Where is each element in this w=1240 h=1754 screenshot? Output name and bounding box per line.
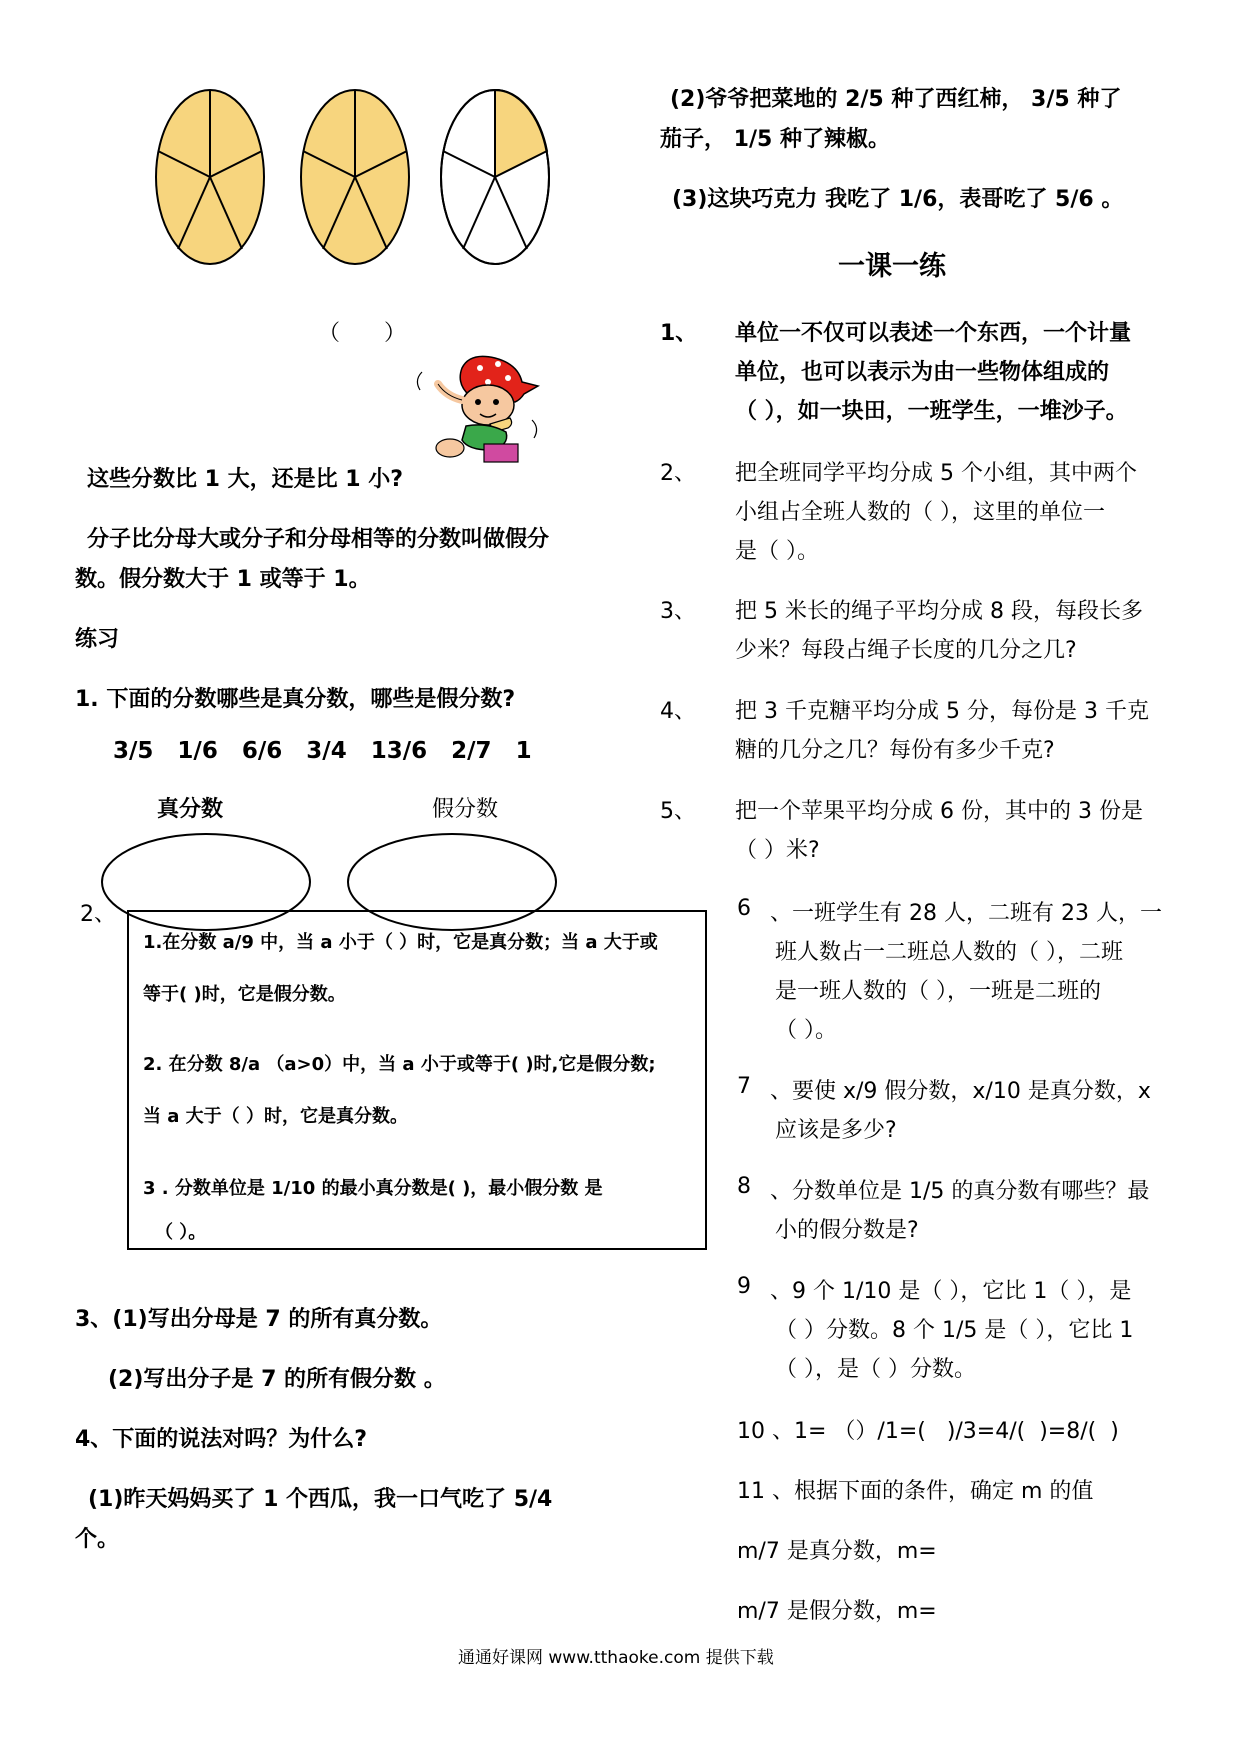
question-text: 这些分数比 1 大，还是比 1 小? <box>87 467 404 492</box>
item-line: 应该是多少? <box>775 1118 897 1143</box>
box-line-1: 1.在分数 a/9 中，当 a 小于（ ）时，它是真分数；当 a 大于或 <box>143 932 658 953</box>
item-number: 3、 <box>660 599 696 624</box>
item-line: 是一班人数的（ ），一班是二班的 <box>775 979 1101 1004</box>
box-line-5: 3 . 分数单位是 1/10 的最小真分数是( )，最小假分数 是 <box>143 1178 603 1199</box>
item-line: 少米？每段占绳子长度的几分之几? <box>735 638 1077 663</box>
item-number: 9 <box>737 1274 751 1299</box>
item-number: 8 <box>737 1174 751 1199</box>
item-line: 、一班学生有 28 人，二班有 23 人，一 <box>770 901 1162 926</box>
box-line-4: 当 a 大于（ ）时，它是真分数。 <box>143 1106 408 1127</box>
exercise-item-10: 10 、1= （）/1=( )/3=4/( )=8/( ) <box>737 1419 1119 1444</box>
mascot-icon <box>410 350 550 470</box>
section-title: 一课一练 <box>838 251 946 282</box>
label-improper-fraction: 假分数 <box>432 797 499 822</box>
item-line: 单位一不仅可以表述一个东西，一个计量 <box>735 321 1132 346</box>
fill-in-box <box>127 910 707 1250</box>
box-line-3: 2. 在分数 8/a （a>0）中，当 a 小于或等于( )时,它是假分数; <box>143 1054 656 1075</box>
exercise-item-11: 11 、根据下面的条件，确定 m 的值 <box>737 1479 1094 1504</box>
practice-question-3-1: 3、(1)写出分母是 7 的所有真分数。 <box>75 1307 443 1332</box>
item-line: 、要使 x/9 假分数，x/10 是真分数，x <box>770 1079 1151 1104</box>
label-proper-fraction: 真分数 <box>157 797 224 822</box>
item-line: （ ）米? <box>735 838 820 863</box>
practice-question-4: 4、下面的说法对吗？为什么? <box>75 1427 368 1452</box>
practice-question-4-2-line-2: 茄子， 1/5 种了辣椒。 <box>660 127 890 152</box>
item-line: 、分数单位是 1/5 的真分数有哪些？最 <box>770 1179 1150 1204</box>
answer-blank: （ ） <box>318 321 407 346</box>
practice-question-4-2-line-1: (2)爷爷把菜地的 2/5 种了西红柿， 3/5 种了 <box>670 87 1122 112</box>
fraction-list: 3/5 1/6 6/6 3/4 13/6 2/7 1 <box>113 738 532 764</box>
item-number: 1、 <box>660 321 698 346</box>
fraction-ovals <box>150 85 560 270</box>
practice-question-3-2: (2)写出分子是 7 的所有假分数 。 <box>108 1367 446 1392</box>
item-line: 是（ ）。 <box>735 539 819 564</box>
item-number: 2、 <box>660 461 696 486</box>
item-number: 7 <box>737 1074 751 1099</box>
practice-title: 练习 <box>75 627 120 652</box>
item-line: 小组占全班人数的（ ），这里的单位一 <box>735 500 1105 525</box>
footer-source: 通通好课网 www.tthaoke.com 提供下载 <box>458 1648 774 1668</box>
oval-fifths-2 <box>301 90 409 264</box>
practice-question-4-1-line-1: (1)昨天妈妈买了 1 个西瓜，我一口气吃了 5/4 <box>88 1487 553 1512</box>
item-number: 5、 <box>660 799 696 824</box>
item-number: 4、 <box>660 699 696 724</box>
box-line-2: 等于( )时，它是假分数。 <box>143 984 346 1005</box>
item-line: （ ）分数。8 个 1/5 是（ ），它比 1 <box>775 1318 1134 1343</box>
box-line-6: （ ）。 <box>155 1222 207 1243</box>
definition-line-1: 分子比分母大或分子和分母相等的分数叫做假分 <box>87 527 550 552</box>
item-line: 糖的几分之几？每份有多少千克? <box>735 738 1055 763</box>
item-number: 6 <box>737 896 751 921</box>
item-line: 单位，也可以表示为由一些物体组成的 <box>735 360 1110 385</box>
practice-question-2-number: 2、 <box>80 902 116 927</box>
practice-question-4-1-line-2: 个。 <box>75 1527 120 1552</box>
condition-improper: m/7 是假分数，m= <box>737 1599 937 1624</box>
item-line: （ ），如一块田，一班学生，一堆沙子。 <box>735 399 1128 424</box>
oval-fifths-1 <box>156 90 264 264</box>
item-line: 把全班同学平均分成 5 个小组，其中两个 <box>735 461 1137 486</box>
item-line: 把 5 米长的绳子平均分成 8 段，每段长多 <box>735 599 1143 624</box>
item-line: （ ）。 <box>775 1018 837 1043</box>
practice-question-1: 1. 下面的分数哪些是真分数，哪些是假分数? <box>75 687 516 712</box>
practice-question-4-3: (3)这块巧克力 我吃了 1/6，表哥吃了 5/6 。 <box>672 187 1124 212</box>
item-line: 把 3 千克糖平均分成 5 分，每份是 3 千克 <box>735 699 1149 724</box>
item-line: 小的假分数是? <box>775 1218 919 1243</box>
condition-proper: m/7 是真分数，m= <box>737 1539 937 1564</box>
item-line: 把一个苹果平均分成 6 份，其中的 3 份是 <box>735 799 1143 824</box>
item-line: 班人数占一二班总人数的（ ），二班 <box>775 940 1123 965</box>
definition-line-2: 数。假分数大于 1 或等于 1。 <box>75 567 371 592</box>
item-line: （ ），是（ ）分数。 <box>775 1357 976 1382</box>
oval-fifths-3 <box>441 90 549 264</box>
item-line: 、9 个 1/10 是（ ），它比 1（ ），是 <box>770 1279 1132 1304</box>
